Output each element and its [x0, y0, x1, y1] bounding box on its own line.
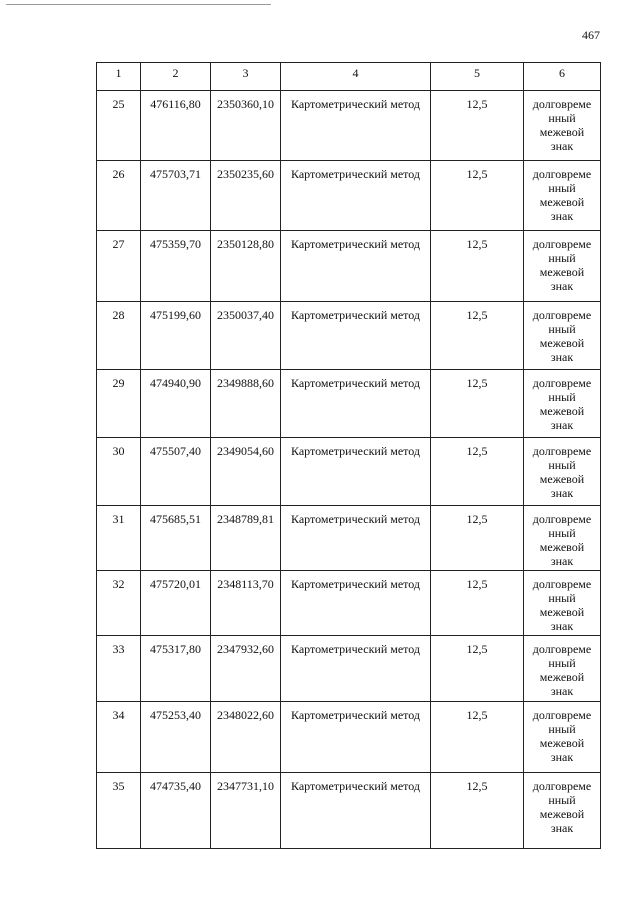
point-number-cell: 25: [97, 91, 141, 161]
table-row: [97, 702, 601, 773]
mark-type-line: нный: [548, 793, 576, 807]
mark-type-line: долговреме: [532, 167, 592, 181]
mark-type-line: нный: [548, 322, 576, 336]
mark-type-line: нный: [548, 722, 576, 736]
method-cell: Картометрический метод: [281, 438, 431, 506]
method-cell: Картометрический метод: [281, 636, 431, 702]
header-cell-4: 4: [281, 63, 431, 91]
mark-type-line: межевой: [539, 195, 585, 209]
y-coordinate-cell: 2348789,81: [211, 506, 281, 571]
method-cell: Картометрический метод: [281, 506, 431, 571]
mark-type-line: долговреме: [532, 512, 592, 526]
mark-type-line: долговреме: [532, 308, 592, 322]
method-cell: Картометрический метод: [281, 231, 431, 302]
accuracy-cell: 12,5: [431, 438, 524, 506]
mark-type-line: нный: [548, 181, 576, 195]
method-cell: Картометрический метод: [281, 91, 431, 161]
mark-type-cell: [524, 302, 601, 370]
page-number: 467: [582, 28, 600, 42]
mark-type-line: межевой: [539, 265, 585, 279]
table-row: [97, 302, 601, 370]
x-coordinate-cell: 475359,70: [141, 231, 211, 302]
accuracy-cell: 12,5: [431, 636, 524, 702]
point-number-cell: 26: [97, 161, 141, 231]
x-coordinate-cell: 475703,71: [141, 161, 211, 231]
mark-type-cell: [524, 571, 601, 636]
point-number-cell: 28: [97, 302, 141, 370]
method-cell: Картометрический метод: [281, 571, 431, 636]
y-coordinate-cell: 2348113,70: [211, 571, 281, 636]
table-row: [97, 506, 601, 571]
point-number-cell: 32: [97, 571, 141, 636]
header-cell-2: 2: [141, 63, 211, 91]
mark-type-line: долговреме: [532, 779, 592, 793]
mark-type-line: межевой: [539, 807, 585, 821]
mark-type-cell: [524, 506, 601, 571]
mark-type-line: нный: [548, 458, 576, 472]
mark-type-line: знак: [550, 554, 574, 568]
mark-type-line: межевой: [539, 605, 585, 619]
point-number-cell: 33: [97, 636, 141, 702]
mark-type-line: межевой: [539, 670, 585, 684]
mark-type-line: знак: [550, 750, 574, 764]
x-coordinate-cell: 474735,40: [141, 773, 211, 849]
point-number-cell: 31: [97, 506, 141, 571]
mark-type-line: нный: [548, 390, 576, 404]
table-row: [97, 370, 601, 438]
mark-type-cell: [524, 370, 601, 438]
mark-type-line: долговреме: [532, 376, 592, 390]
top-rule: [6, 4, 271, 5]
method-cell: Картометрический метод: [281, 370, 431, 438]
mark-type-line: межевой: [539, 472, 585, 486]
y-coordinate-cell: 2349888,60: [211, 370, 281, 438]
table-row: [97, 438, 601, 506]
table-row: [97, 636, 601, 702]
mark-type-line: знак: [550, 821, 574, 835]
table-row: [97, 773, 601, 849]
y-coordinate-cell: 2350037,40: [211, 302, 281, 370]
mark-type-line: долговреме: [532, 577, 592, 591]
accuracy-cell: 12,5: [431, 161, 524, 231]
mark-type-line: знак: [550, 486, 574, 500]
method-cell: Картометрический метод: [281, 161, 431, 231]
mark-type-line: долговреме: [532, 708, 592, 722]
point-number-cell: 35: [97, 773, 141, 849]
x-coordinate-cell: 476116,80: [141, 91, 211, 161]
header-cell-5: 5: [431, 63, 524, 91]
y-coordinate-cell: 2349054,60: [211, 438, 281, 506]
point-number-cell: 30: [97, 438, 141, 506]
mark-type-cell: [524, 702, 601, 773]
table-row: [97, 571, 601, 636]
accuracy-cell: 12,5: [431, 91, 524, 161]
mark-type-line: межевой: [539, 336, 585, 350]
mark-type-line: знак: [550, 350, 574, 364]
mark-type-line: знак: [550, 209, 574, 223]
mark-type-cell: [524, 773, 601, 849]
mark-type-cell: [524, 161, 601, 231]
point-number-cell: 29: [97, 370, 141, 438]
y-coordinate-cell: 2347731,10: [211, 773, 281, 849]
x-coordinate-cell: 475507,40: [141, 438, 211, 506]
method-cell: Картометрический метод: [281, 302, 431, 370]
method-cell: Картометрический метод: [281, 702, 431, 773]
mark-type-line: знак: [550, 418, 574, 432]
mark-type-line: межевой: [539, 125, 585, 139]
accuracy-cell: 12,5: [431, 702, 524, 773]
header-cell-1: 1: [97, 63, 141, 91]
x-coordinate-cell: 475253,40: [141, 702, 211, 773]
table-row: [97, 91, 601, 161]
table-row: [97, 231, 601, 302]
header-cell-3: 3: [211, 63, 281, 91]
header-cell-6: 6: [524, 63, 601, 91]
mark-type-line: долговреме: [532, 642, 592, 656]
y-coordinate-cell: 2347932,60: [211, 636, 281, 702]
table-row: [97, 161, 601, 231]
y-coordinate-cell: 2350360,10: [211, 91, 281, 161]
mark-type-cell: [524, 91, 601, 161]
accuracy-cell: 12,5: [431, 506, 524, 571]
mark-type-line: нный: [548, 591, 576, 605]
mark-type-line: долговреме: [532, 97, 592, 111]
y-coordinate-cell: 2350128,80: [211, 231, 281, 302]
mark-type-line: нный: [548, 526, 576, 540]
mark-type-line: долговреме: [532, 237, 592, 251]
mark-type-line: нный: [548, 656, 576, 670]
point-number-cell: 34: [97, 702, 141, 773]
x-coordinate-cell: 475720,01: [141, 571, 211, 636]
mark-type-line: знак: [550, 139, 574, 153]
x-coordinate-cell: 475317,80: [141, 636, 211, 702]
mark-type-line: межевой: [539, 404, 585, 418]
x-coordinate-cell: 474940,90: [141, 370, 211, 438]
mark-type-line: межевой: [539, 736, 585, 750]
accuracy-cell: 12,5: [431, 571, 524, 636]
mark-type-line: знак: [550, 279, 574, 293]
accuracy-cell: 12,5: [431, 773, 524, 849]
boundary-points-table: [96, 62, 601, 849]
mark-type-line: долговреме: [532, 444, 592, 458]
method-cell: Картометрический метод: [281, 773, 431, 849]
x-coordinate-cell: 475685,51: [141, 506, 211, 571]
y-coordinate-cell: 2350235,60: [211, 161, 281, 231]
accuracy-cell: 12,5: [431, 231, 524, 302]
table-header-row: [97, 63, 601, 91]
accuracy-cell: 12,5: [431, 370, 524, 438]
mark-type-line: нный: [548, 111, 576, 125]
accuracy-cell: 12,5: [431, 302, 524, 370]
mark-type-line: знак: [550, 619, 574, 633]
mark-type-line: межевой: [539, 540, 585, 554]
mark-type-cell: [524, 636, 601, 702]
point-number-cell: 27: [97, 231, 141, 302]
mark-type-cell: [524, 438, 601, 506]
mark-type-line: нный: [548, 251, 576, 265]
mark-type-cell: [524, 231, 601, 302]
mark-type-line: знак: [550, 684, 574, 698]
y-coordinate-cell: 2348022,60: [211, 702, 281, 773]
x-coordinate-cell: 475199,60: [141, 302, 211, 370]
